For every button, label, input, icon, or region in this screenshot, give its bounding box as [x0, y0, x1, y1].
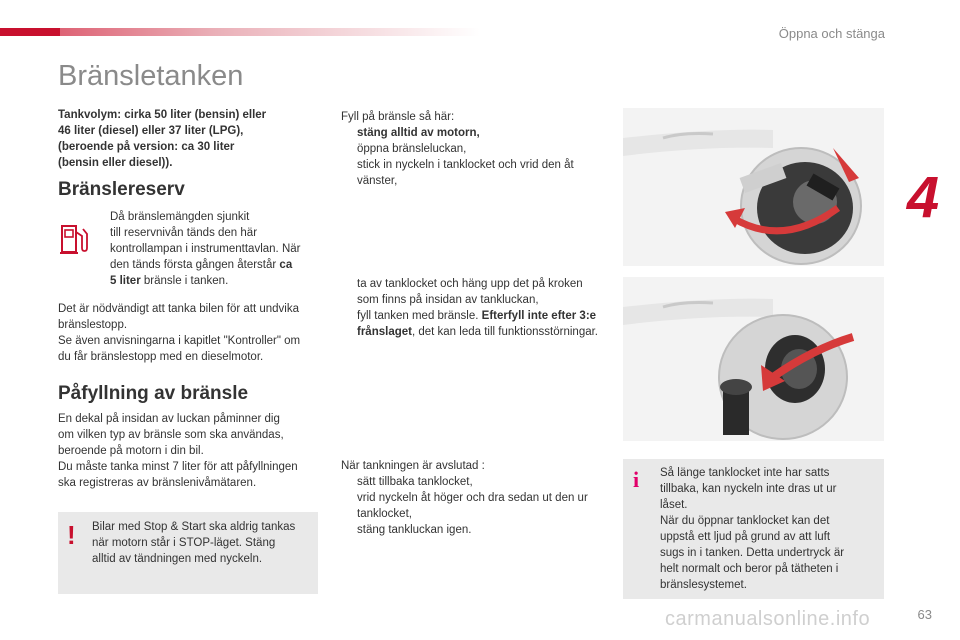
- intro-line: (bensin eller diesel)).: [58, 157, 173, 169]
- step-text: vrid nyckeln åt höger och dra sedan ut den ur tanklocket,: [357, 492, 588, 520]
- refuel-heading: Påfyllning av bränsle: [58, 383, 249, 404]
- refuel-steps-list-2: [341, 276, 606, 340]
- bullet-icon: [341, 141, 357, 157]
- intro-line: Tankvolym: cirka 50 liter (bensin) eller: [58, 109, 267, 121]
- fuel-cap-photo-open: [623, 108, 884, 266]
- reserve-line: Då bränslemängden sjunkit: [110, 211, 250, 223]
- info-line: uppstå ett ljud på grund av att luft: [660, 531, 831, 543]
- reserve-paragraph: [58, 301, 323, 365]
- step-text: fyll tanken med bränsle.: [357, 310, 482, 322]
- intro-line: (beroende på version: ca 30 liter: [58, 141, 235, 153]
- refuel-line: ska registreras av bränslenivåmätaren.: [58, 477, 257, 489]
- step-bold: stäng alltid av motorn,: [357, 127, 480, 139]
- refuel-line: Du måste tanka minst 7 liter för att påfyllningen: [58, 461, 298, 473]
- info-line: bränslesystemet.: [660, 579, 747, 591]
- list-item: [341, 157, 606, 189]
- reserve-para-line: bränslestopp.: [58, 319, 128, 331]
- info-line: låset.: [660, 499, 688, 511]
- list-item: [341, 276, 606, 308]
- bullet-icon: [341, 157, 357, 189]
- warning-line: när motorn står i STOP-läget. Stäng: [92, 537, 276, 549]
- refuel-text: [58, 411, 323, 491]
- warning-line: Bilar med Stop & Start ska aldrig tankas: [92, 521, 296, 533]
- info-icon: i: [633, 467, 640, 492]
- step-text: stäng tankluckan igen.: [357, 524, 472, 536]
- step-text: ta av tanklocket och häng upp det på kroken som finns på insidan av tankluckan,: [357, 278, 583, 306]
- warning-icon: !: [67, 520, 76, 550]
- reserve-line: till reservnivån tänds den här: [110, 227, 258, 239]
- reserve-line: den tänds första gången återstår: [110, 259, 280, 271]
- reserve-para-line: Det är nödvändigt att tanka bilen för att undvika: [58, 303, 300, 315]
- info-line: tillbaka, kan nyckeln inte dras ut ur: [660, 483, 837, 495]
- warning-text: [92, 519, 314, 567]
- info-line: Så länge tanklocket inte har satts: [660, 467, 830, 479]
- step-text: öppna bränsleluckan,: [357, 143, 467, 155]
- refuel-line: beroende på motorn i din bil.: [58, 445, 204, 457]
- reserve-heading: Bränslereserv: [58, 179, 185, 200]
- header-accent-bar: [0, 28, 480, 36]
- bullet-icon: [341, 125, 357, 141]
- list-item: [341, 125, 606, 141]
- warning-line: alltid av tändningen med nyckeln.: [92, 553, 263, 565]
- reserve-text: [110, 209, 320, 289]
- list-item: [341, 490, 606, 522]
- intro-line: 46 liter (diesel) eller 37 liter (LPG),: [58, 125, 244, 137]
- step-bold: Efterfyll inte efter 3:e frånslaget: [357, 310, 597, 338]
- finish-steps-list: [341, 458, 606, 538]
- info-line: När du öppnar tanklocket kan det: [660, 515, 830, 527]
- info-text: [660, 465, 875, 593]
- section-title: Öppna och stänga: [778, 26, 885, 41]
- bullet-icon: [341, 308, 357, 340]
- list-item: [341, 141, 606, 157]
- refuel-steps-list: [341, 109, 606, 189]
- bullet-icon: [341, 276, 357, 308]
- info-line: helt normalt och beror på tätheten i: [660, 563, 839, 575]
- page-title: Bränsletanken: [58, 60, 244, 92]
- list-item: [341, 522, 606, 538]
- watermark: carmanualsonline.info: [665, 608, 871, 630]
- list-item: [341, 308, 606, 340]
- steps-intro: Fyll på bränsle så här:: [341, 111, 455, 123]
- info-line: sugs in i tanken. Detta undertryck är: [660, 547, 845, 559]
- bullet-icon: [341, 490, 357, 522]
- reserve-line: bränsle i tanken.: [140, 275, 229, 287]
- bullet-icon: [341, 474, 357, 490]
- reserve-bold: 5 liter: [110, 275, 141, 287]
- step-text: stick in nyckeln i tanklocket och vrid den åt vänster,: [357, 159, 574, 187]
- reserve-para-line: du får bränslestopp med en dieselmotor.: [58, 351, 264, 363]
- refuel-line: om vilken typ av bränsle som ska användas,: [58, 429, 284, 441]
- step-text: sätt tillbaka tanklocket,: [357, 476, 473, 488]
- reserve-line: kontrollampan i instrumenttavlan. När: [110, 243, 301, 255]
- fuel-pump-icon: [60, 222, 88, 256]
- reserve-para-line: Se även anvisningarna i kapitlet "Kontroller" om: [58, 335, 301, 347]
- bullet-icon: [341, 522, 357, 538]
- page-number: 63: [917, 607, 932, 622]
- step-text: , det kan leda till funktionsstörningar.: [411, 326, 598, 338]
- chapter-number: 4: [906, 165, 940, 230]
- steps-intro: När tankningen är avslutad :: [341, 460, 485, 472]
- tank-volume-intro: [58, 107, 318, 171]
- fuel-cap-photo-removed: [623, 277, 884, 441]
- list-item: [341, 474, 606, 490]
- refuel-line: En dekal på insidan av luckan påminner dig: [58, 413, 280, 425]
- reserve-bold: ca: [279, 259, 293, 271]
